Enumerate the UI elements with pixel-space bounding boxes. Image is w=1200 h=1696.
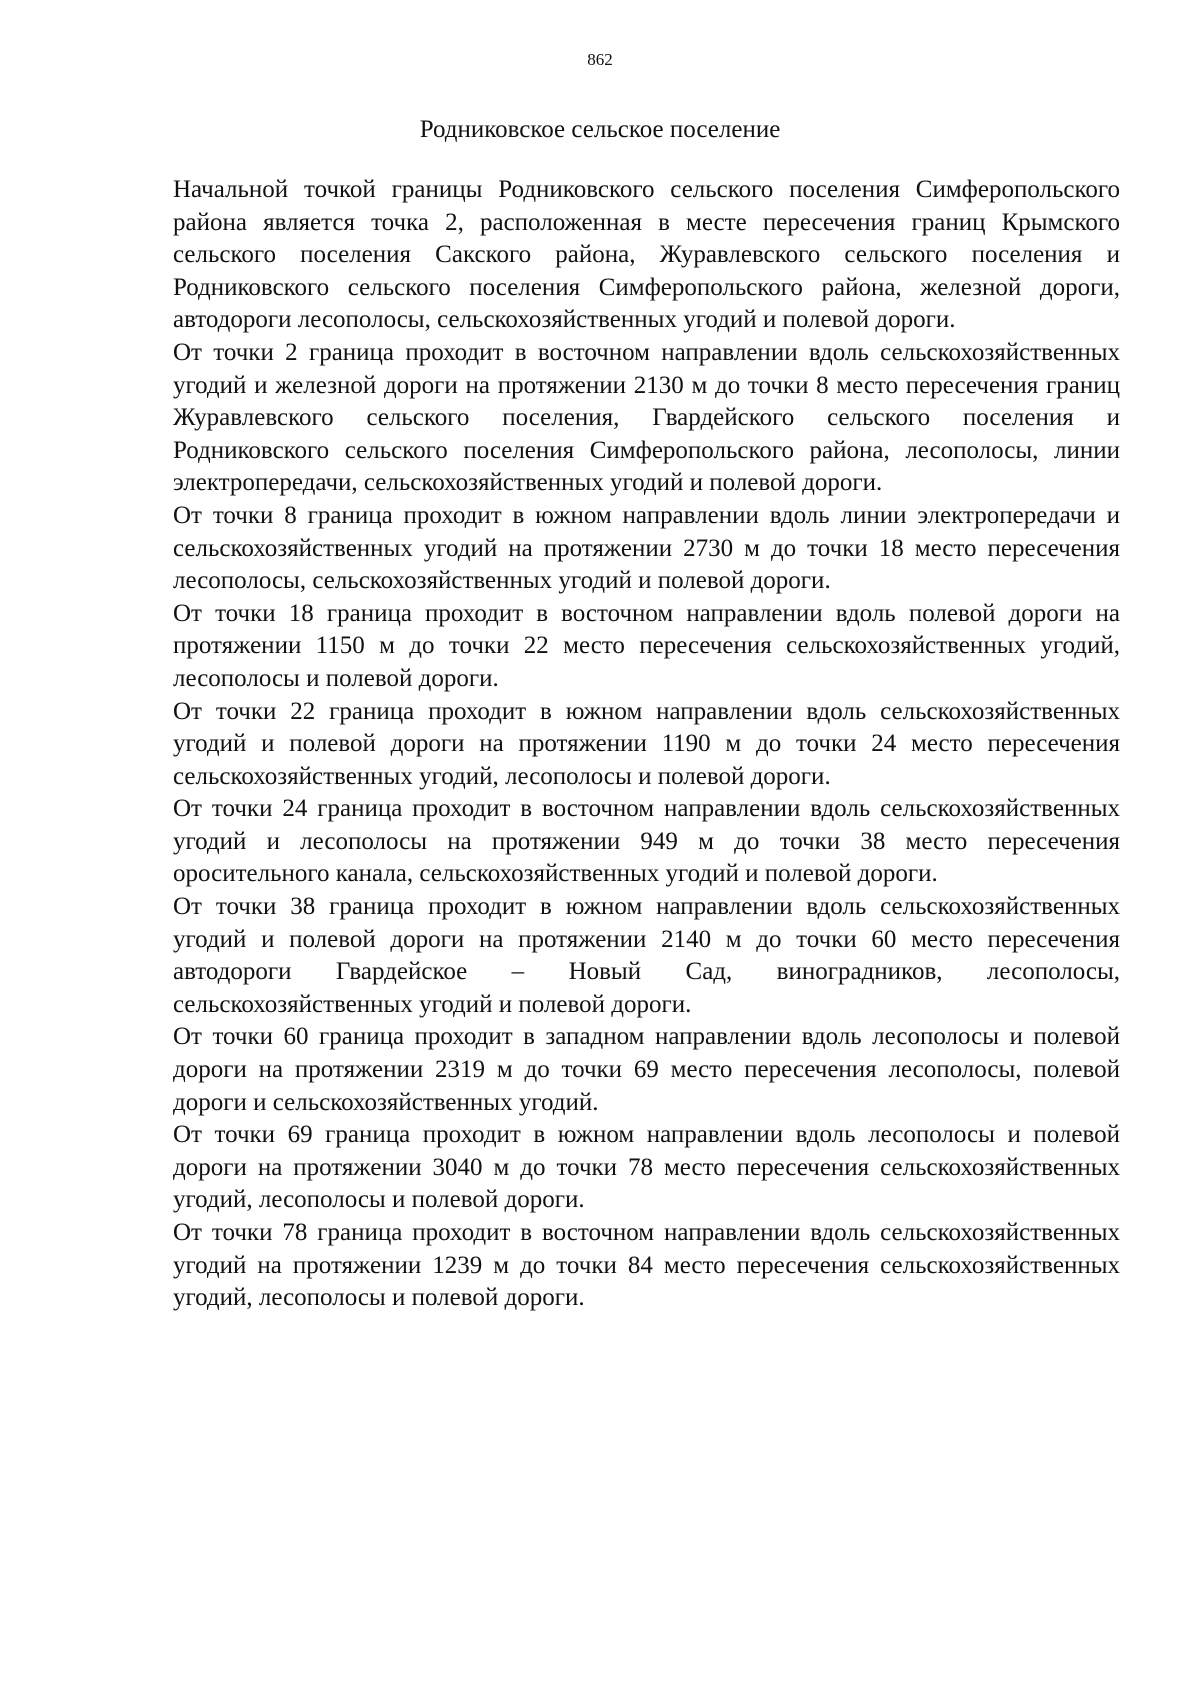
paragraph-point-38: От точки 38 граница проходит в южном направлении вдоль сельскохозяйственных угодий и полевой дороги на протяжении 2140 м до точки 60 место пересечения автодороги Гвардейское – Новый Сад, виноградников, лесополосы, сельскохозяйственных угодий и полевой дороги. (173, 893, 1120, 1018)
document-body (173, 174, 1120, 1315)
paragraph-point-18: От точки 18 граница проходит в восточном направлении вдоль полевой дороги на протяжении 1150 м до точки 22 место пересечения сельскохозяйственных угодий, лесополосы и полевой дороги. (173, 599, 1120, 692)
paragraph-point-22: От точки 22 граница проходит в южном направлении вдоль сельскохозяйственных угодий и полевой дороги на протяжении 1190 м до точки 24 место пересечения сельскохозяйственных угодий, лесополосы и полевой дороги. (173, 697, 1120, 790)
paragraph-point-24: От точки 24 граница проходит в восточном направлении вдоль сельскохозяйственных угодий и лесополосы на протяжении 949 м до точки 38 место пересечения оросительного канала, сельскохозяйственных угодий и полевой дороги. (173, 795, 1120, 888)
paragraph-point-8: От точки 8 граница проходит в южном направлении вдоль линии электропередачи и сельскохозяйственных угодий на протяжении 2730 м до точки 18 место пересечения лесополосы, сельскохозяйственных угодий и полевой дороги. (173, 501, 1120, 595)
paragraph-start-point: Начальной точкой границы Родниковского сельского поселения Симферопольского района является точка 2, расположенная в месте пересечения границ Крымского сельского поселения Сакского района, Журавлевского сельского поселения и Родниковского сельского поселения Симферопольского района, железной дороги, автодороги лесополосы, сельскохозяйственных угодий и полевой дороги. (173, 176, 1120, 334)
paragraph-point-2: От точки 2 граница проходит в восточном направлении вдоль сельскохозяйственных угодий и железной дороги на протяжении 2130 м до точки 8 место пересечения границ Журавлевского сельского поселения, Гвардейского сельского поселения и Родниковского сельского поселения Симферопольского района, лесополосы, линии электропередачи, сельскохозяйственных угодий и полевой дороги. (173, 338, 1120, 497)
page-number: 862 (587, 50, 613, 69)
paragraph-point-69: От точки 69 граница проходит в южном направлении вдоль лесополосы и полевой дороги на протяжении 3040 м до точки 78 место пересечения сельскохозяйственных угодий, лесополосы и полевой дороги. (173, 1121, 1120, 1214)
paragraph-point-60: От точки 60 граница проходит в западном направлении вдоль лесополосы и полевой дороги на протяжении 2319 м до точки 69 место пересечения лесополосы, полевой дороги и сельскохозяйственных угодий. (173, 1023, 1120, 1116)
paragraph-point-78: От точки 78 граница проходит в восточном направлении вдоль сельскохозяйственных угодий на протяжении 1239 м до точки 84 место пересечения сельскохозяйственных угодий, лесополосы и полевой дороги. (173, 1219, 1120, 1312)
page-title: Родниковское сельское поселение (419, 116, 781, 143)
